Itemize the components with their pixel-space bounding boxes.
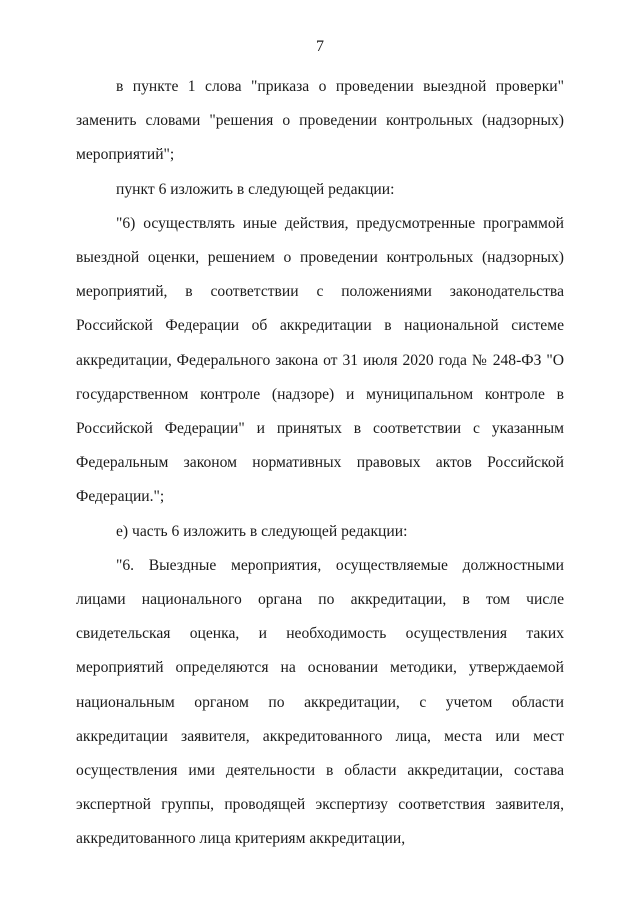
paragraph-1: в пункте 1 слова "приказа о проведении выездной проверки" заменить словами "решения о проведении контрольных (надзорных) мероприятий"; <box>76 78 564 164</box>
document-body <box>76 70 564 857</box>
page-number: 7 <box>316 38 324 55</box>
paragraph-3: "6) осуществлять иные действия, предусмотренные программой выездной оценки, решением о проведении контрольных (надзорных) мероприятий, в соответствии с положениями законодательства Российской Федерации об аккредитации в национальной системе аккредитации, Федерального закона от 31 июля 2020 года № 248-ФЗ "О государственном контроле (надзоре) и муниципальном контроле в Российской Федерации" и принятых в соответствии с указанным Федеральным законом нормативных правовых актов Российской Федерации."; <box>76 214 564 506</box>
paragraph-4: е) часть 6 изложить в следующей редакции: <box>116 522 408 540</box>
paragraph-5: "6. Выездные мероприятия, осуществляемые должностными лицами национального органа по аккредитации, в том числе свидетельская оценка, и необходимость осуществления таких мероприятий определяются на основании методики, утверждаемой национальным органом по аккредитации, с учетом области аккредитации заявителя, аккредитованного лица, места или мест осуществления ими деятельности в области аккредитации, состава экспертной группы, проводящей экспертизу соответствия заявителя, аккредитованного лица критериям аккредитации, <box>76 556 564 848</box>
paragraph-2: пункт 6 изложить в следующей редакции: <box>116 180 395 198</box>
